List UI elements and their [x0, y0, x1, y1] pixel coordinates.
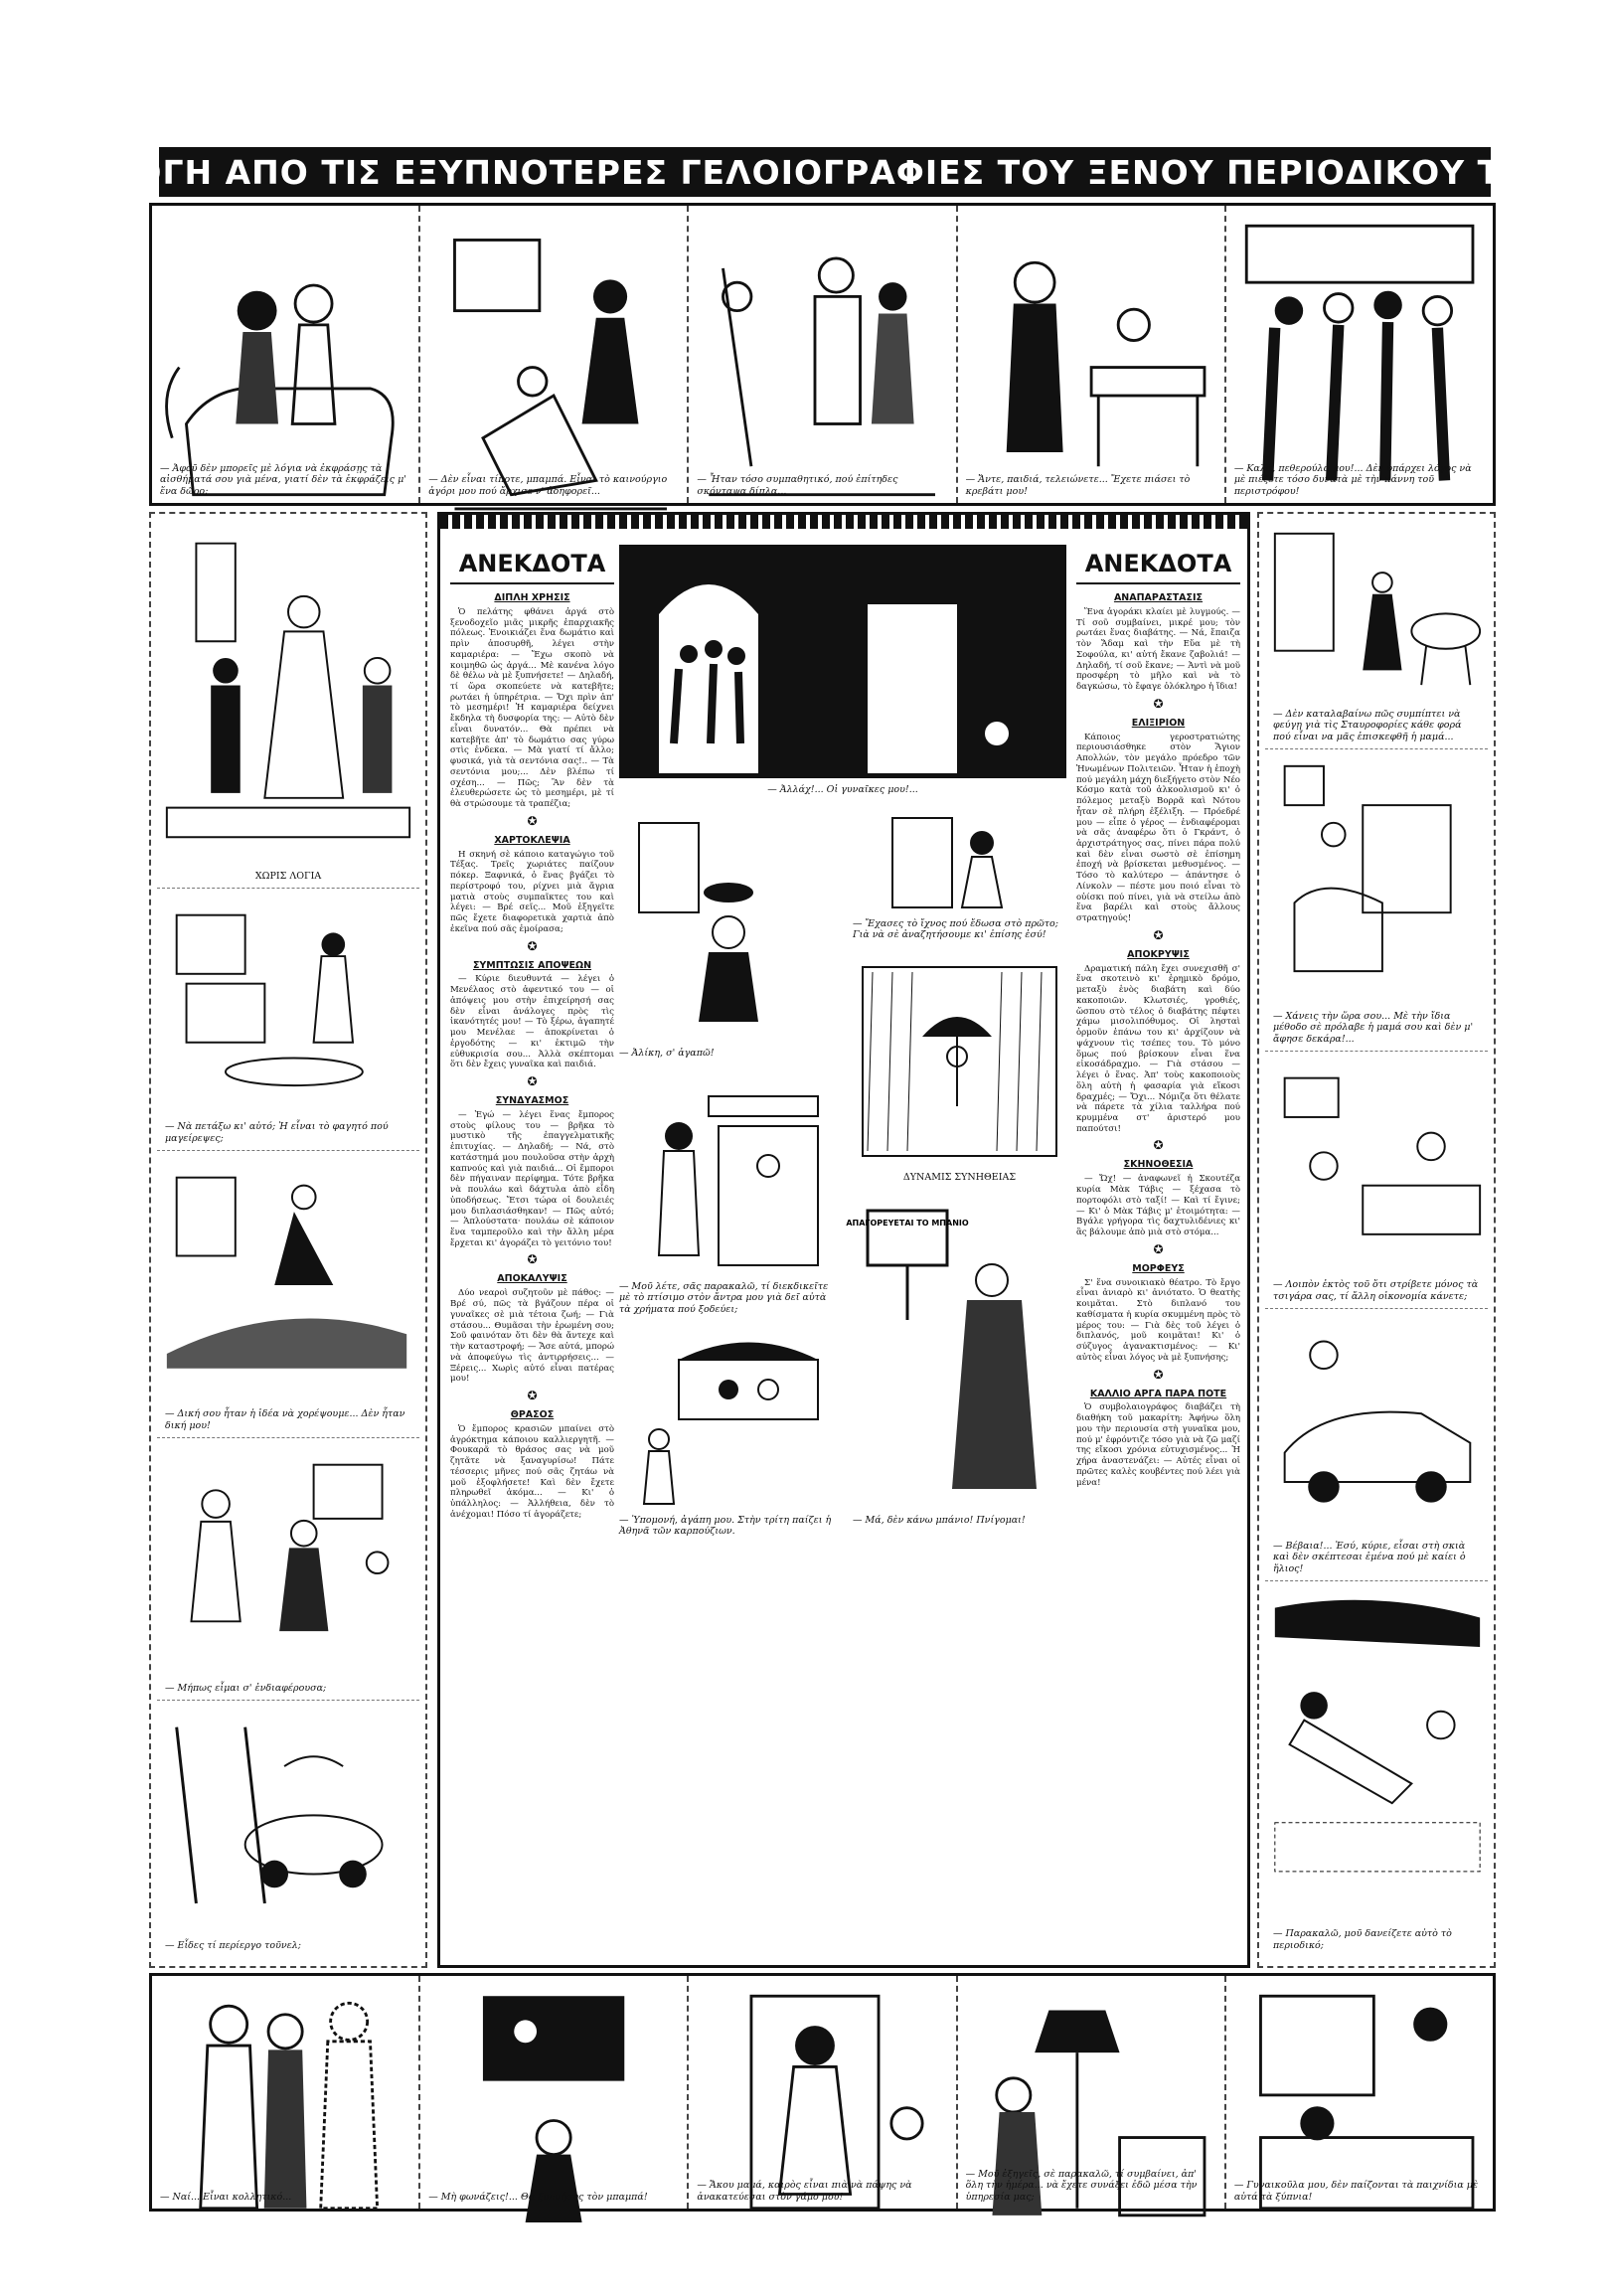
story-title: ΑΝΑΠΑΡΑΣΤΑΣΙΣ: [1113, 592, 1204, 603]
cartoon-caption: — Μοῦ λέτε, σᾶς παρακαλῶ, τί διεκδικεῖτε μὲ τὸ πτίσιμο στὸν ἄντρα μου γιὰ δεῖ αὐτὰ τὰ χρήματα πού ξοδεύει;: [619, 1281, 829, 1315]
cartoon-panel: [853, 813, 1066, 942]
story-text: Σ' ἕνα συνοικιακὸ θέατρο. Τὸ ἔργο εἶναι ἀνιαρὸ κι' ἀνιότατο. Ὁ θεατὴς κοιμᾶται. Στὸ διπλανό του καθίσματα ἡ κυρία σκυμμένη πρὸς τὸ μέρος του: — Γιὰ δὲς τοῦ λέγει ὁ διπλανός, μοῦ κοιμᾶται! Κι' ὁ σύζυγος ἀγανακτισμένος: — Κι' αὐτὸς εἶναι λόγος νὰ μὲ ξυπνήσης;: [1076, 1277, 1240, 1363]
dancing-carpet-drawing: [157, 1158, 419, 1384]
cartoon-panel: [152, 1976, 420, 2209]
balcony-flowerpot-drawing: [619, 813, 833, 1042]
right-cartoon-column: [1257, 512, 1496, 1968]
cartoon-caption: — Καλά, πεθερούλα μου!... Δὲν ὑπάρχει λόγος νὰ μὲ πιέζετε τόσο δυνατὰ μὲ τὴν κάννη τοῦ περιστρόφου!: [1233, 462, 1472, 497]
cartoon-caption: — Νὰ πετάξω κι' αὐτό; Ἡ εἶναι τὸ φαγητό πού μαγείρεψες;: [165, 1121, 389, 1144]
star-divider-icon: ✪: [1153, 1367, 1164, 1382]
cartoon-caption: — Μοῦ ἐξηγεῖς, σὲ παρακαλῶ, τί συμβαίνει, ἀπ' ὅλη τὴν ἡμέρα... νὰ ἔχετε συνάξει ἐδῶ μέσα τὴν ὑπηρεσία μας;: [965, 2168, 1198, 2203]
star-divider-icon: ✪: [527, 938, 538, 953]
cartoon-panel: [1226, 206, 1493, 503]
cartoon-panel: [958, 1976, 1226, 2209]
page-banner: [42, 147, 1608, 197]
cartoon-caption: — Ἄντε, παιδιά, τελειώνετε... Ἔχετε πιάσει τὸ κρεβάτι μου!: [965, 474, 1191, 497]
star-divider-icon: ✪: [527, 1388, 538, 1402]
cartoon-caption: — Μήπως εἶμαι σ' ἐνδιαφέρουσα;: [165, 1682, 327, 1694]
theater-box-drawing: [619, 1330, 833, 1509]
banner-title: ΕΠΙΛΟΓΗ ΑΠΟ ΤΙΣ ΕΞΥΠΝΟΤΕΡΕΣ ΓΕΛΟΙΟΓΡΑΦΙΕΣ ΤΟΥ ΞΕΝΟΥ ΠΕΡΙΟΔΙΚΟΥ ΤΥΠΟΥ: [42, 152, 1608, 192]
cartoon-panel: [1265, 520, 1488, 749]
cartoon-panel: [619, 1330, 833, 1544]
cartoon-panel: [689, 1976, 957, 2209]
bottom-cartoon-strip: [149, 1973, 1496, 2212]
anecdotes-title: ΑΝΕΚΔΟΤΑ: [1076, 549, 1240, 584]
anecdotes-title: ΑΝΕΚΔΟΤΑ: [450, 549, 614, 584]
convertible-car-drawing: [1265, 1316, 1488, 1521]
story-text: Ὁ συμβολαιογράφος διαβάζει τὴ διαθήκη τοῦ μακαρίτη: Ἀφήνω ὅλη μου τὴν περιουσία στὴ γυναῖκα μου, πού μ' ἐφρόντιζε τόσο γιὰ νὰ ζῶ μαζί της εἴκοσι χρόνια εὐτυχισμένος... Ἡ χήρα ἀναστενάζει: — Αὐτές εἶναι οἱ πρῶτες καλὲς κουβέντες πού λέει γιὰ μένα!: [1076, 1402, 1240, 1488]
cartoon-panel: [420, 206, 689, 503]
anecdotes-column-left: [450, 545, 614, 1955]
cartoon-caption: — Μὴ φωνάζεις!... Θὰ ξυπνήσης τὸν μπαμπά!: [428, 2191, 648, 2203]
story-title: ΔΙΠΛΗ ΧΡΗΣΙΣ: [494, 592, 570, 603]
reading-armchair-drawing: [1265, 756, 1488, 991]
beach-sunbathers-drawing: [1265, 1588, 1488, 1882]
star-divider-icon: ✪: [527, 1074, 538, 1089]
star-divider-icon: ✪: [1153, 696, 1164, 711]
cartoon-caption: — Λοιπὸν ἐκτὸς τοῦ ὅτι στρίβετε μόνος τὰ τσιγάρα σας, τί ἄλλη οἰκονομία κάνετε;: [1273, 1279, 1479, 1302]
church-wedding-drawing: [157, 524, 419, 847]
cartoon-caption: — Δὲν εἶναι τίποτε, μπαμπά. Εἶναι τὸ καινούργιο ἀγόρι μου πού ἄρχισε ν' ἀδηφορεῖ...: [428, 474, 668, 497]
cartoon-panel: [619, 813, 833, 1071]
cartoon-panel: [1265, 1055, 1488, 1309]
story-title: ΑΠΟΚΡΥΨΙΣ: [1127, 948, 1190, 960]
story-text: Η σκηνή σὲ κάποιο καταγώγιο τοῦ Τέξας. Τρεῖς χωριάτες παίζουν πόκερ. Ξαφνικά, ὁ ἕνας βγάζει τὸ περίστροφό του, ρίχνει μιὰ ἄγρια ματιὰ στοὺς συμπαῖκτες του καὶ λέγει: — Βρέ σεῖς... Μοῦ ἐξηγεῖτε πῶς ἔχετε διαφορετικὰ χαρτιὰ ἀπὸ ἐκεῖνα πού σᾶς ἐμοίρασα;: [450, 849, 614, 934]
cartoon-caption: ΧΩΡΙΣ ΛΟΓΙΑ: [254, 870, 322, 882]
story-text: Ὁ ἔμπορος κρασιῶν μπαίνει στὸ ἀγρόκτημα κάποιου καλλιεργητῆ. — Φουκαρᾶ τὸ θράσος σας νὰ μοῦ ζητᾶτε νὰ ξαναγυρίσω! Πάτε τέσσερις μῆνες πού σᾶς ζητάω νὰ μοῦ ἐξοφλήσετε! Καὶ δὲν ἔχετε πληρωθεῖ ἀκόμα... — Κι' ὁ ὑπάλληλος: — Ἀλλήθεια, δὲν τὸ ἀνέχομαι! Πόσο τί ἀγοράζετε;: [450, 1423, 614, 1520]
cartoon-caption: — Ἦταν τόσο συμπαθητικό, πού ἐπίτηδες σκόνταψα δίπλα...: [697, 474, 898, 497]
cartoon-caption: ΔΥΝΑΜΙΣ ΣΥΝΗΘΕΙΑΣ: [902, 1172, 1017, 1183]
cartoon-caption: — Ὑπομονή, ἀγάπη μου. Στὴν τρίτη παίζει ἡ Ἀθηνᾶ τῶν καρπούζιων.: [619, 1515, 832, 1538]
star-divider-icon: ✪: [1153, 1241, 1164, 1256]
tunnel-car-drawing: [157, 1708, 419, 1908]
cartoon-caption: — Εἶδες τί περίεργο τοῦνελ;: [165, 1939, 301, 1951]
cartoon-caption: — Ἔχασες τὸ ἴχνος πού ἔδωσα στὸ πρῶτο; Γιὰ νὰ σὲ ἀναζητήσουμε κι' ἐπίσης ἐσύ!: [853, 918, 1058, 941]
star-divider-icon: ✪: [1153, 927, 1164, 942]
cartoon-panel: [157, 892, 419, 1151]
top-cartoon-strip: [149, 203, 1496, 506]
cartoon-panel: [1265, 1584, 1488, 1957]
cartoon-panel: [1265, 752, 1488, 1052]
left-cartoon-column: [149, 512, 427, 1968]
rain-umbrella-drawing: [853, 957, 1066, 1166]
story-title: ΧΑΡΤΟΚΛΕΨΙΑ: [494, 834, 570, 846]
center-section: [437, 512, 1250, 1968]
cartoon-panel: [157, 1704, 419, 1957]
cartoon-caption: — Μά, δὲν κάνω μπάνιο! Πνίγομαι!: [853, 1515, 1026, 1526]
cartoon-panel: [689, 206, 957, 503]
anecdotes-column-right: [1076, 545, 1240, 1955]
cartoon-panel: [157, 520, 419, 889]
story-title: ΣΥΜΠΤΩΣΙΣ ΑΠΟΨΕΩΝ: [472, 959, 592, 971]
story-text: Δύο νεαροὶ συζητοῦν μὲ πάθος: — Βρέ σύ, πῶς τὰ βγάζουν πέρα οἱ γυναῖκες σὲ μιὰ τέτοια ζωή; — Γιὰ στάσου... Θυμᾶσαι τὴν ἐρωμένη σου; Σοῦ φαινόταν ὅτι δὲν θὰ ἄντεχε καὶ τὴν καταστροφή; — Ἄσε αὐτά, μπορώ νὰ ἀποφεύγω τὶς ἀντιρρήσεις... — Ξέρεις... Χωρὶς αὐτό εἶναι πατέρας μου!: [450, 1288, 614, 1385]
cartoon-panel: [1265, 1312, 1488, 1581]
office-desk-drawing: [1265, 1059, 1488, 1253]
story-text: — Κύριε διευθυντά — λέγει ὁ Μενέλαος στὸ ἀφεντικό του — οἱ ἀπόψεις μου στὴν ἐπιχείρησή σας δὲν εἶναι ἀνάλογες πρὸς τὶς ἱκανότητές μου! — Τὸ ξέρω, ἀγαπητέ μου Μενέλαε — ἀποκρίνεται ὁ ἐργοδότης — κι' ἐκτιμῶ τὴν εὐθυκρισία σου... Ἀλλὰ σκέπτομαι ὅτι δὲν ἔχεις γυναῖκα καὶ παιδιά.: [450, 974, 614, 1070]
sign-text: ΑΠΑΓΟΡΕΥΕΤΑΙ ΤΟ ΜΠΑΝΙΟ: [846, 1219, 969, 1228]
star-divider-icon: ✪: [1153, 1138, 1164, 1153]
cartoon-caption: — Βέβαια!... Ἐσύ, κύριε, εἶσαι στὴ σκιὰ καὶ δὲν σκέπτεσαι ἐμένα πού μὲ καίει ὁ ἥλιος!: [1273, 1540, 1466, 1574]
cartoon-panel: [619, 1086, 833, 1320]
crusader-knights-drawing: [1265, 524, 1488, 700]
cartoon-panel: [152, 206, 420, 503]
cartoon-caption: — Ἀφοῦ δὲν μπορεῖς μὲ λόγια νὰ ἐκφράσῃς τὰ αἰσθήματά σου γιὰ μένα, γιατί δὲν τὰ ἐκφράζεις μ' ἕνα δῶρο;: [160, 462, 406, 497]
story-title: ΕΛΙΞΙΡΙΟΝ: [1131, 717, 1186, 729]
cartoon-panel: [420, 1976, 689, 2209]
cartoon-caption: — Ἀλλάχ!... Οἱ γυναῖκες μου!...: [767, 784, 918, 795]
cartoon-caption: — Ναί... Εἶναι κολλητικό...: [160, 2191, 292, 2203]
star-divider-icon: ✪: [527, 1252, 538, 1267]
story-title: ΚΑΛΛΙΟ ΑΡΓΑ ΠΑΡΑ ΠΟΤΕ: [1089, 1388, 1227, 1399]
cartoon-caption: — Δική σου ἦταν ἡ ἰδέα νὰ χορέψουμε... Δὲν ἦταν δική μου!: [165, 1408, 405, 1431]
story-text: — Ἐγώ — λέγει ἕνας ἔμπορος στοὺς φίλους του — βρῆκα τὸ μυστικὸ τῆς ἐπαγγελματικῆς ἐπιτυχίας. — Δηλαδή; — Νά, στὸ κατάστημά μου πουλοῦσα στὴν ἀρχὴ καπνούς καὶ γιὰ παιδιά... Οἱ ἔμποροι δὲν πήγαιναν περίφημα. Τότε βρῆκα νὰ πουλάω καὶ δάχτυλα ἀπὸ εἶδη ὑποδήσεως. Ἔτσι τώρα οἱ δουλειές μου διπλασιάσθηκαν! — Πῶς αὐτό; — Ἁπλούστατα· πουλάω σὲ κάποιον ἕνα ταμπεροῦλο καὶ τὴν ἄλλη μέρα ἔρχεται κι' ἀγοράζει τὸ γειτόνιο του!: [450, 1109, 614, 1248]
cartoon-caption: — Ἀλίκη, σ' ἀγαπῶ!: [619, 1048, 715, 1059]
cartoon-panel: [619, 545, 1066, 803]
lifeguard-sign-drawing: [846, 1201, 1066, 1509]
story-title: ΜΟΡΦΕΥΣ: [1132, 1262, 1185, 1274]
cartoon-panel: [958, 206, 1226, 503]
cartoon-panel: [157, 1441, 419, 1701]
kitchen-drawing: [157, 896, 419, 1101]
story-text: Δραματική πάλη ἔχει συνεχισθῆ σ' ἕνα σκοτεινὸ κι' ἐρημικὸ δρόμο, μεταξὺ ἑνὸς διαβάτη καὶ δύο κακοποιῶν. Κλωτσιές, γροθιές, ὥσπου στὸ τέλος ὁ διαβάτης πέφτει χάμω μισολιπόθυμος. Οἱ λησταὶ ὁρμοῦν ἐπάνω του κι' ἀρχίζουν νὰ ψάχνουν τὶς τσέπες του. Τὸ μόνο ὅμως πού βρίσκουν εἶναι ἕνα εἰκοσάδραχμο. — Γιὰ στάσου — λέγει ὁ ἕνας. Ἀπ' τοὺς κακοποιοὺς ὅλη αὐτὴ ἡ φασαρία γιὰ εἴκοσι δραχμές; — Ὄχι... Νόμιζα ὅτι θέλατε νὰ πάρετε τὰ χίλια ταλλήρα πού κρυμμένα στ' ἀριστερό μου παπούτσι!: [1076, 963, 1240, 1134]
harem-doorway-drawing: [619, 545, 1066, 778]
doctor-nurse-drawing: [157, 1445, 419, 1651]
pharmacy-counter-drawing: [619, 1086, 833, 1275]
star-divider-icon: ✪: [527, 813, 538, 828]
cartoon-caption: — Γυναικοῦλα μου, δὲν παίζονται τὰ παιχνίδια μὲ αὐτά τὰ ξύπνια!: [1233, 2180, 1479, 2203]
story-text: Ὁ πελάτης φθάνει ἀργά στὸ ξενοδοχεῖο μιᾶς μικρῆς ἐπαρχιακῆς πόλεως. Ἐνοικιάζει ἕνα δωμάτιο καὶ πρὶν ἀποσυρθῆ, λέγει στὴν καμαριέρα: — Ἔχω σκοπὸ νὰ κοιμηθῶ ὡς ἀργά... Μὲ κανένα λόγο δὲ θέλω νὰ μὲ ξυπνήσετε! — Δηλαδή, τί ὥρα σκοπεύετε νὰ κατεβῆτε; ρωτάει ἡ ὑπηρέτρια. — Ὄχι πρὶν ἀπ' τὸ μεσημέρι! Ἡ καμαριέρα δείχνει ἔκδηλα τὴ δυσφορία της: — Αὐτὸ δὲν εἶναι δυνατόν... Θὰ πρέπει νὰ κατεβῆτε ἀπ' τὸ δωμάτιο σας γύρω στὶς ἐνδεκα. — Μὰ γιατί τί ἄλλο; φυσικά, γιὰ τὰ σεντόνια σας!.. — Τὰ σεντόνια μου;... Δὲν βλέπω τί σχέση... — Πῶς; Ἂν δὲν τὰ ἐλευθερώσετε ὡς τὸ μεσημέρι, μὲ τί θὰ στρώσουμε τὰ τραπέζια;: [450, 606, 614, 810]
cartoon-caption: — Δὲν καταλαβαίνω πῶς συμπίπτει νὰ φεύγῃ γιὰ τὶς Σταυροφορίες κάθε φορά πού εἶναι να μᾶς ἐπισκεφθῆ ἡ μαμά...: [1273, 708, 1462, 742]
doorway-woman-drawing: [853, 813, 1066, 912]
story-title: ΣΚΗΝΟΘΕΣΙΑ: [1123, 1159, 1194, 1171]
cartoon-panel: [1226, 1976, 1493, 2209]
decorative-border: [440, 515, 1247, 529]
cartoon-panel: [853, 957, 1066, 1191]
story-title: ΘΡΑΣΟΣ: [510, 1408, 555, 1420]
cartoon-panel: [157, 1154, 419, 1438]
cartoon-caption: — Παρακαλῶ, μοῦ δανείζετε αὐτὸ τὸ περιοδικό;: [1273, 1928, 1452, 1951]
story-title: ΑΠΟΚΑΛΥΨΙΣ: [497, 1273, 567, 1285]
story-text: Ἕνα ἀγοράκι κλαίει μὲ λυγμούς. — Τί σοῦ συμβαίνει, μικρέ μου; τὸν ρωτάει ἕνας διαβάτης. — Νά, ἔπαιζα τὸν Ἄδαμ καὶ τὴν Εὔα μὲ τὴ Σοφούλα, κι' αὐτή ἔκανε ζαβολιά! — Δηλαδή, τί σοῦ ἔκανε; — Ἀντὶ νὰ μοῦ προσφέρη τὸ μῆλο καὶ νὰ τὸ δαγκώσω, τὸ ἔφαγε ὁλόκληρο ἡ ἴδια!: [1076, 606, 1240, 693]
cartoon-panel: [846, 1201, 1066, 1544]
story-text: Κάποιος γεροστρατιώτης περιουσιάσθηκε στὸν Ἅγιον Απολλών, τὸν μεγάλο πρόεδρο τῶν Ἡνωμένων Πολιτειῶν. Ἦταν ἡ ἐποχὴ πού μεγάλη μάχη διεξήγετο στὸν Νέο Κόσμο κατὰ τοῦ ἀλκοολισμοῦ κι' ὁ πόλεμος μεταξὺ Βορρᾶ καὶ Νότου ἦταν σὲ πλήρη ἐξέλιξη. — Πρόεδρέ μου — εἶπε ὁ γέρος — ἐνδιαφέρομαι νὰ σᾶς ἀναφέρω ὅτι ὁ Γκράντ, ὁ ἀρχιστράτηγος σας, πίνει πάρα πολύ καὶ δὲν εἶναι σωστὸ σὲ ἐπίσημη ἐποχή νὰ βρίσκεται μεθυσμένος. — Τόσο τὸ καλύτερο — ἀπάντησε ὁ Λίνκολν — πέστε μου ποιό εἶναι τὸ οὐίσκι πού πίνει, γιὰ νὰ στείλω ἀπὸ ἕνα βαρέλι καὶ στοὺς ἄλλους στρατηγούς!: [1076, 732, 1240, 924]
cartoon-caption: — Ἄκου μαμά, καιρὸς εἶναι πιὰ νὰ πάψης νὰ ἀνακατεύεσαι στὸν γάμο μου!: [697, 2180, 912, 2203]
story-title: ΣΥΝΔΥΑΣΜΟΣ: [495, 1095, 569, 1107]
cartoon-caption: — Χάνεις τὴν ὥρα σου... Μὲ τὴν ἴδια μέθοδο σὲ πρόλαβε ἡ μαμά σου καὶ δὲν μ' ἄφησε δεκάρα!...: [1273, 1010, 1474, 1045]
story-text: — Ὤχ! — ἀναφωνεῖ ἡ Σκουτέζα κυρία Μὰκ Τάβις — ξέχασα τὸ πορτοφόλι στὸ ταξί! — Καὶ τί ἔγινε; — Κι' ὁ Μὰκ Τάβις μ' ἐτοιμότητα: — Βγάλε γρήγορα τὶς δαχτυλιδένιες κι' ἂς βάλουμε ἀπὸ μιὰ στὸ στόμα...: [1076, 1174, 1240, 1238]
